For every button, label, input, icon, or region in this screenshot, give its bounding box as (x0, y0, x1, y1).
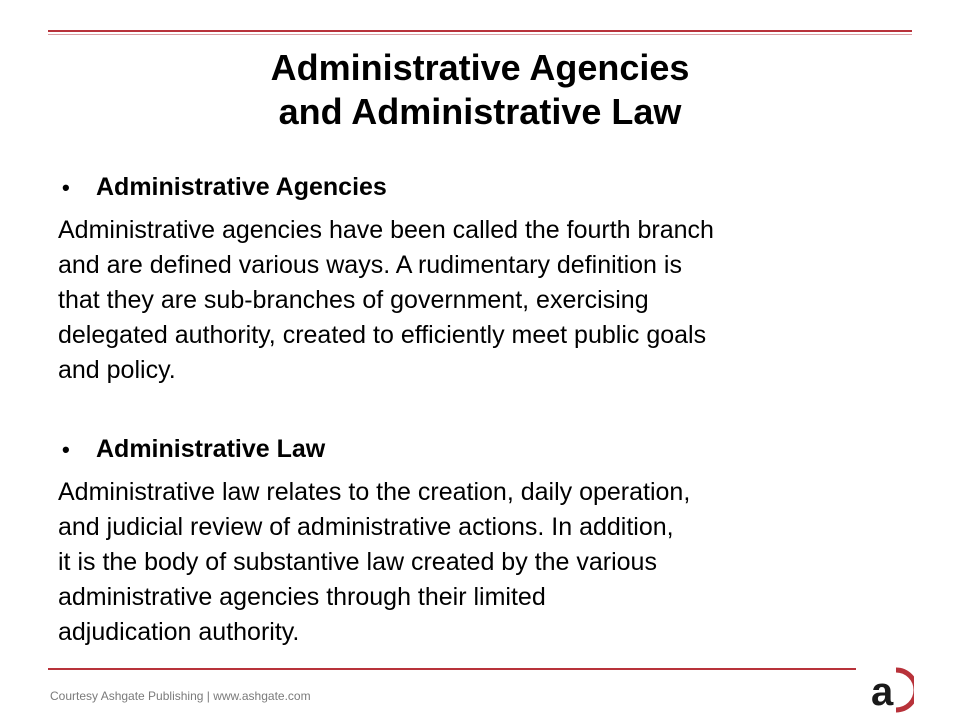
section-heading-law (62, 430, 908, 469)
paragraph-line: it is the body of substantive law created by the various (58, 548, 657, 576)
paragraph-line: Administrative law relates to the creation, daily operation, (58, 478, 691, 506)
paragraph-line: and are defined various ways. A rudimentary definition is (58, 251, 682, 279)
slide-title (0, 46, 960, 134)
paragraph-line: administrative agencies through their limited (58, 583, 546, 611)
top-divider (48, 30, 912, 32)
top-divider-thin (48, 34, 912, 35)
section-paragraph-agencies (58, 213, 908, 388)
slide-body (58, 168, 908, 650)
paragraph-line: and policy. (58, 356, 176, 384)
paragraph-line: Administrative agencies have been called the fourth branch (58, 216, 714, 244)
section-heading-label: Administrative Law (96, 435, 326, 463)
bullet-icon: • (62, 175, 70, 200)
bullet-icon: • (62, 437, 70, 462)
slide-title-line-2: and Administrative Law (278, 91, 682, 132)
slide-title-line-1: Administrative Agencies (270, 47, 690, 88)
section-paragraph-law (58, 475, 908, 650)
paragraph-line: adjudication authority. (58, 618, 300, 646)
paragraph-line: and judicial review of administrative actions. In addition, (58, 513, 674, 541)
section-heading-agencies (62, 168, 908, 207)
footer-credit: Courtesy Ashgate Publishing | www.ashgate.com (50, 689, 311, 703)
paragraph-line: delegated authority, created to efficiently meet public goals (58, 321, 707, 349)
section-spacer (58, 388, 908, 430)
paragraph-line: that they are sub-branches of government, exercising (58, 286, 649, 314)
bottom-divider (48, 668, 856, 670)
logo-letter: a (871, 670, 894, 714)
section-heading-label: Administrative Agencies (96, 173, 387, 201)
ashgate-logo-icon (866, 666, 914, 714)
